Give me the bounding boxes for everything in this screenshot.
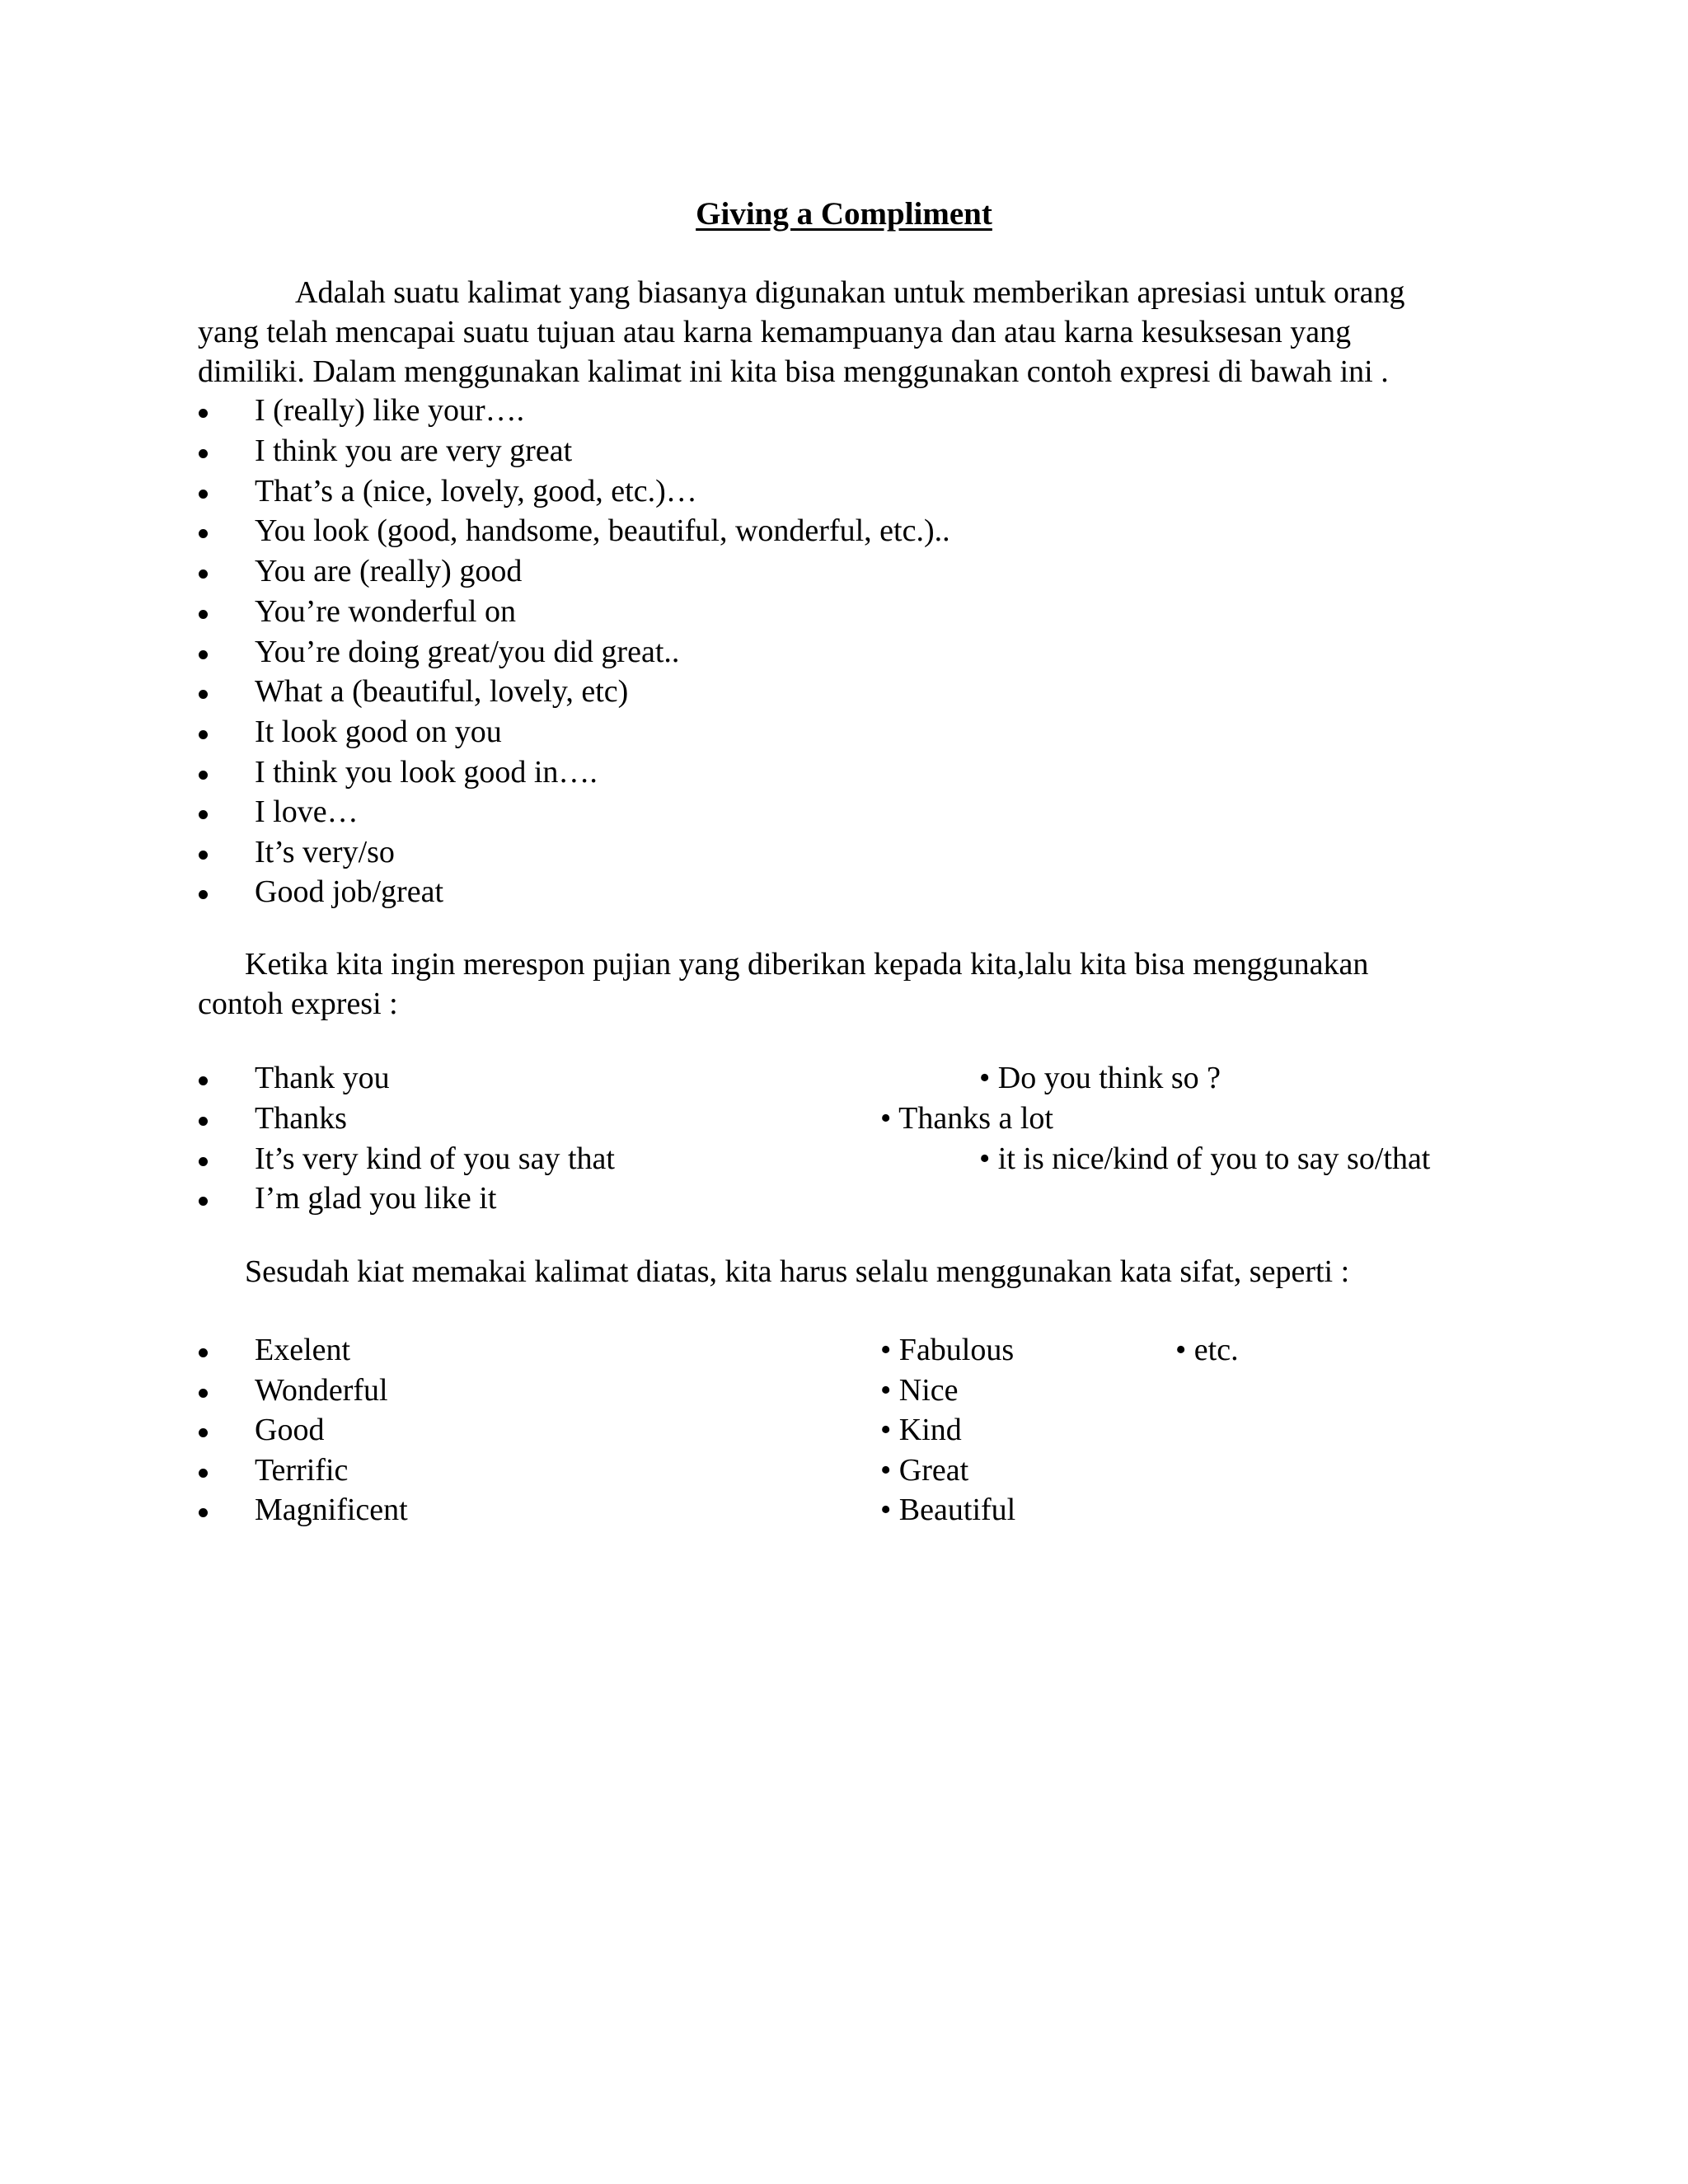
bullet-icon [0, 431, 16, 471]
list-item: • Do you think so ? [979, 1061, 1221, 1095]
bullet-icon [0, 832, 16, 872]
bullet-icon [0, 391, 16, 430]
bullet-icon [0, 1410, 16, 1450]
bullet-icon [0, 1139, 16, 1179]
bullet-icon [0, 1099, 16, 1138]
intro-line-2: yang telah mencapai suatu tujuan atau karna kemampuanya dan atau karna kesuksesan yang [198, 315, 1352, 349]
bullet-icon [0, 872, 16, 912]
bullet-icon [0, 1058, 16, 1098]
intro-line-1: Adalah suatu kalimat yang biasanya digunakan untuk memberikan apresiasi untuk orang [295, 275, 1405, 310]
bullet-icon [0, 511, 16, 551]
adjective-intro: Sesudah kiat memakai kalimat diatas, kita harus selalu menggunakan kata sifat, seperti : [245, 1254, 1350, 1289]
response-intro-line-1: Ketika kita ingin merespon pujian yang diberikan kepada kita,lalu kita bisa menggunakan [245, 947, 1369, 982]
bullet-icon [0, 1179, 16, 1218]
bullet-icon [0, 1451, 16, 1490]
intro-line-3: dimiliki. Dalam menggunakan kalimat ini kita bisa menggunakan contoh expresi di bawah ini . [198, 354, 1389, 389]
list-item: • Fabulous [880, 1333, 1015, 1367]
bullet-icon [0, 632, 16, 672]
response-intro-line-2: contoh expresi : [198, 987, 398, 1021]
list-item: • Beautiful [880, 1493, 1016, 1527]
bullet-icon [0, 551, 16, 591]
list-item: • Nice [880, 1373, 959, 1408]
bullet-icon [0, 792, 16, 832]
bullet-icon [0, 672, 16, 711]
adjective-etc: • etc. [1175, 1333, 1239, 1367]
page-title: Giving a Compliment [696, 196, 992, 232]
list-item: • Kind [880, 1413, 962, 1447]
bullet-icon [0, 1490, 16, 1530]
bullet-icon [0, 712, 16, 752]
list-item: • it is nice/kind of you to say so/that [979, 1141, 1431, 1176]
list-item: • Thanks a lot [880, 1101, 1053, 1136]
document-page: Giving a Compliment Adalah suatu kalimat yang biasanya digunakan untuk memberikan apresiasi untuk orang yang telah mencapai suatu tujuan atau karna kemampuanya dan atau karna kesuksesan yang dimiliki. Dalam menggunakan kalimat ini kita bisa menggunakan contoh expresi di bawah ini . I (really) like your…. I think you are very great That’s a (nice, lovely, good, etc.)… You look (good, handsome, beautiful, wonderful, etc.).. You are (really) good You’re wonderful on You’re doing great/you did great.. What a (beautiful, lovely, etc) It look good on you I think you look good in…. I love… It’s very/so Good job/great Ketika kita ingin merespon pujian yang diberikan kepada kita,lalu kita bisa menggunakan contoh expresi : Thank you Thanks It’s very kind of you say that I’m glad you like it • Do you think so ? • Thanks a lot • it is nice/kind of you to say so/that Sesudah kiat memakai kalimat diatas, kita harus selalu menggunakan kata sifat, seperti : Exelent Wonderful Good Terrific Magnificent • Fabulous • Nice • Kind • Great • Beautiful • etc. [0, 0, 1688, 2184]
list-item: • Great [880, 1453, 969, 1488]
bullet-icon [0, 1330, 16, 1370]
bullet-icon [0, 752, 16, 792]
bullet-icon [0, 1371, 16, 1410]
bullet-icon [0, 471, 16, 511]
bullet-icon [0, 592, 16, 631]
